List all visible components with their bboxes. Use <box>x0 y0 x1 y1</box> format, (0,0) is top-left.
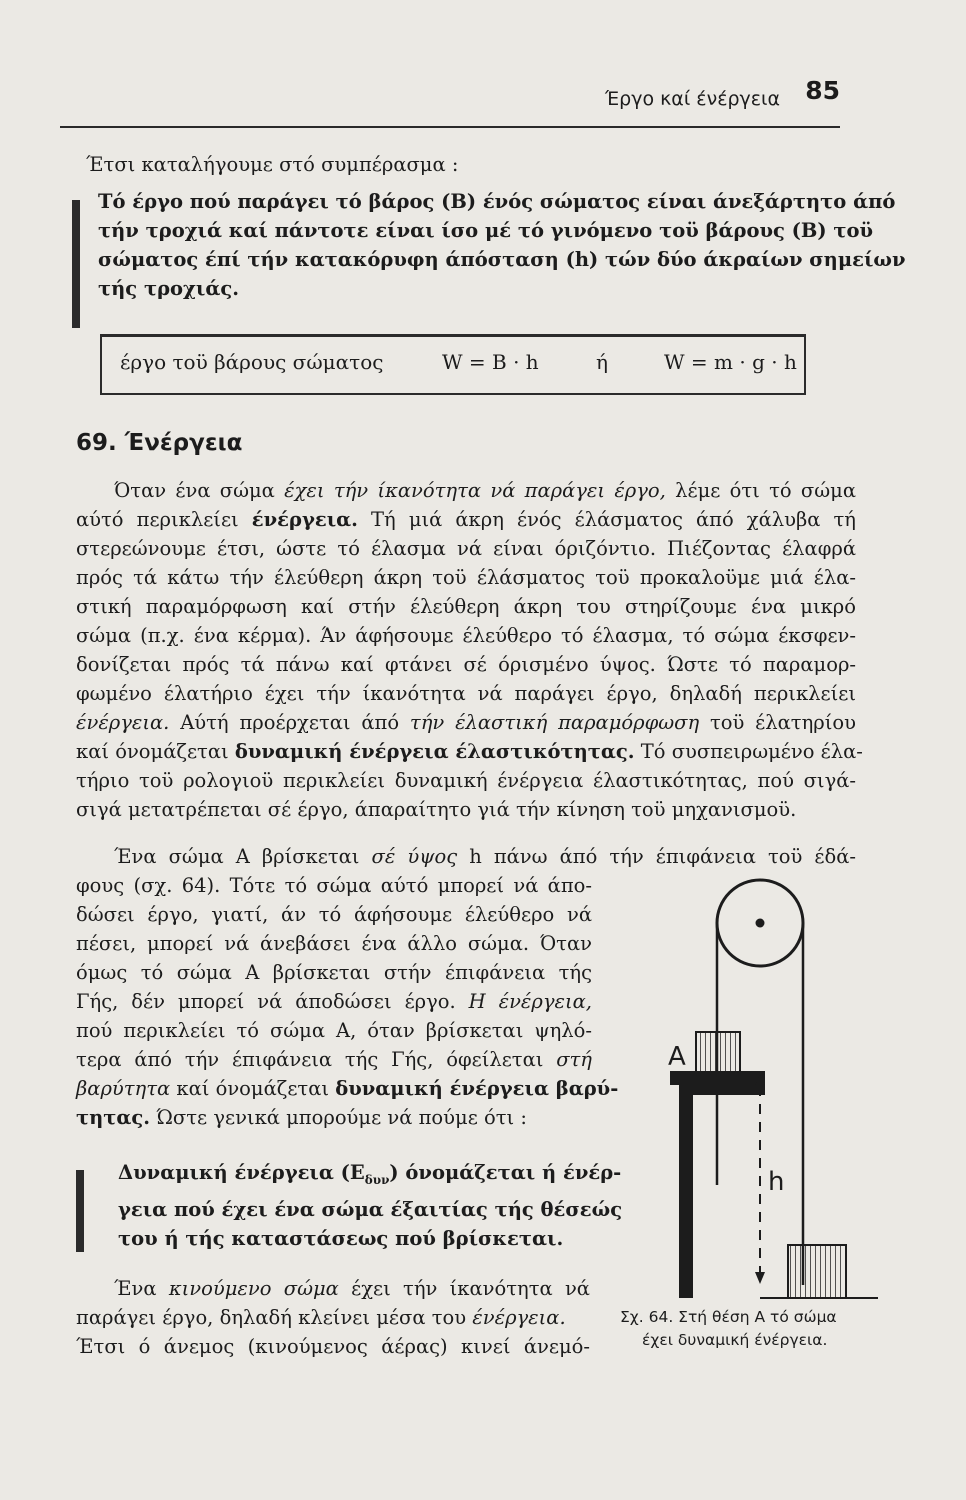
formula-or: ή <box>596 350 608 374</box>
shelf-support <box>670 1078 758 1298</box>
running-title: Έργο καί ένέργεια <box>604 88 780 110</box>
text-line: δονίζεται πρός τά πάνω καί φτάνει σέ όρισμένο ύψος. Ώστε τό παραμορ- <box>76 653 856 676</box>
text-line: καί όνομάζεται δυναμική ένέργεια έλαστικότητας. Τό συσπειρωμένο έλα- <box>76 740 863 763</box>
text-line: φους (σχ. 64). Τότε τό σώμα αύτό μπορεί νά άπο- <box>76 874 592 897</box>
caption-line: έχει δυναμική ένέργεια. <box>642 1331 828 1349</box>
principle-marker-bar <box>72 200 80 328</box>
principle-statement <box>98 187 906 303</box>
intro-sentence: Έτσι καταλήγουμε στό συμπέρασμα : <box>86 153 459 176</box>
text-line: Όταν ένα σώμα έχει τήν ίκανότητα νά παράγει έργο, λέμε ότι τό σώμα <box>114 479 856 502</box>
caption-line: Σχ. 64. Στή θέση Α τό σώμα <box>620 1308 837 1326</box>
text-line: Γής, δέν μπορεί νά άποδώσει έργο. Η ένέργεια, <box>76 990 592 1013</box>
text-line: τητας. Ώστε γενικά μπορούμε νά πούμε ότι : <box>76 1106 527 1129</box>
principle-line: τής τροχιάς. <box>98 277 239 300</box>
principle-line: τήν τροχιά καί πάντοτε είναι ίσο μέ τό γινόμενο τοϋ βάρους (Β) τοϋ <box>98 219 874 242</box>
text-line: όμως τό σώμα Α βρίσκεται στήν έπιφάνεια τής <box>76 961 592 984</box>
text-line: Ένα κινούμενο σώμα έχει τήν ίκανότητα νά <box>114 1277 590 1300</box>
formula-w-mgh: W = m · g · h <box>664 350 797 374</box>
label-a: Α <box>668 1042 686 1072</box>
work-formula-box <box>100 334 806 395</box>
text-line: αύτό περικλείει ένέργεια. Τή μιά άκρη ένός έλάσματος άπό χάλυβα τή <box>76 508 856 531</box>
text-line: στερεώνουμε έτσι, ώστε τό έλασμα νά είναι όριζόντιο. Πιέζοντας έλαφρά <box>76 537 856 560</box>
principle-line: σώματος έπί τήν κατακόρυφη άπόσταση (h) τών δύο άκραίων σημείων <box>98 248 906 271</box>
definition-marker-bar <box>76 1170 84 1252</box>
principle-line: Τό έργο πού παράγει τό βάρος (Β) ένός σώματος είναι άνεξάρτητο άπό <box>98 190 896 213</box>
page-number: 85 <box>805 76 840 105</box>
text-line: σιγά μετατρέπεται σέ έργο, άπαραίτητο γιά τήν κίνηση τοϋ μηχανισμοϋ. <box>76 798 797 821</box>
body-ground <box>788 1245 846 1298</box>
text-line: δώσει έργο, γιατί, άν τό άφήσουμε έλεύθερο νά <box>76 903 592 926</box>
text-line: πού περικλείει τό σώμα Α, όταν βρίσκεται ψηλό- <box>76 1019 592 1042</box>
text-line: φωμένο έλατήριο έχει τήν ίκανότητα νά παράγει έργο, δηλαδή περικλείει <box>76 682 856 705</box>
running-header <box>60 72 840 128</box>
section-heading <box>76 428 242 458</box>
height-arrow-bottom <box>755 1272 765 1284</box>
section-title: Ένέργεια <box>124 430 243 456</box>
text-line: πρός τά κάτω τήν έλεύθερη άκρη τοϋ έλάσματος τοϋ προκαλοϋμε μιά έλα- <box>76 566 856 589</box>
text-line: Δυναμική ένέργεια $(E_{\delta\upsilon\nu})$ όνομάζεται ή ένέρ- <box>118 1161 622 1187</box>
text-line: ένέργεια. Αύτή προέρχεται άπό τήν έλαστική παραμόρφωση τοϋ έλατηρίου <box>76 711 856 734</box>
formula-label: έργο τοϋ βάρους σώματος <box>120 350 384 374</box>
pulley-figure <box>660 860 890 1300</box>
text-line: τερα άπό τήν έπιφάνεια τής Γής, όφείλεται στή <box>76 1048 592 1071</box>
text-line: Έτσι ό άνεμος (κινούμενος άέρας) κινεί άνεμό- <box>76 1335 590 1358</box>
text-line: πέσει, μπορεί νά άνεβάσει ένα άλλο σώμα. Όταν <box>76 932 592 955</box>
paragraph-gravity <box>76 871 619 1132</box>
section-number: 69. <box>76 430 117 456</box>
pulley-axle <box>756 919 765 928</box>
text-line: τήριο τοϋ ρολογιοϋ περικλείει δυναμική ένέργεια έλαστικότητας, πού σιγά- <box>76 769 856 792</box>
text-line: βαρύτητα καί όνομάζεται δυναμική ένέργεια βαρύ- <box>76 1077 619 1100</box>
paragraph-energy <box>76 476 863 824</box>
text-line: Ένα σώμα Α βρίσκεται σέ ύψος h πάνω άπό τήν έπιφάνεια τοϋ έδά- <box>114 845 857 868</box>
figure-caption <box>620 1306 882 1352</box>
formula-w-bh: W = B · h <box>442 350 539 374</box>
paragraph-kinetic <box>76 1274 590 1361</box>
text-line: του ή τής καταστάσεως πού βρίσκεται. <box>118 1226 564 1250</box>
text-line: σώμα (π.χ. ένα κέρμα). Άν άφήσουμε έλεύθερο τό έλασμα, τό σώμα έκσφεν- <box>76 624 856 647</box>
definition-statement <box>118 1158 623 1253</box>
label-h: h <box>768 1167 785 1197</box>
text-line: στική παραμόρφωση καί στήν έλεύθερη άκρη του στηρίζουμε ένα μικρό <box>76 595 856 618</box>
text-line: παράγει έργο, δηλαδή κλείνει μέσα του ένέργεια. <box>76 1306 566 1329</box>
text-line: γεια πού έχει ένα σώμα έξαιτίας τής θέσεώς <box>118 1197 623 1221</box>
